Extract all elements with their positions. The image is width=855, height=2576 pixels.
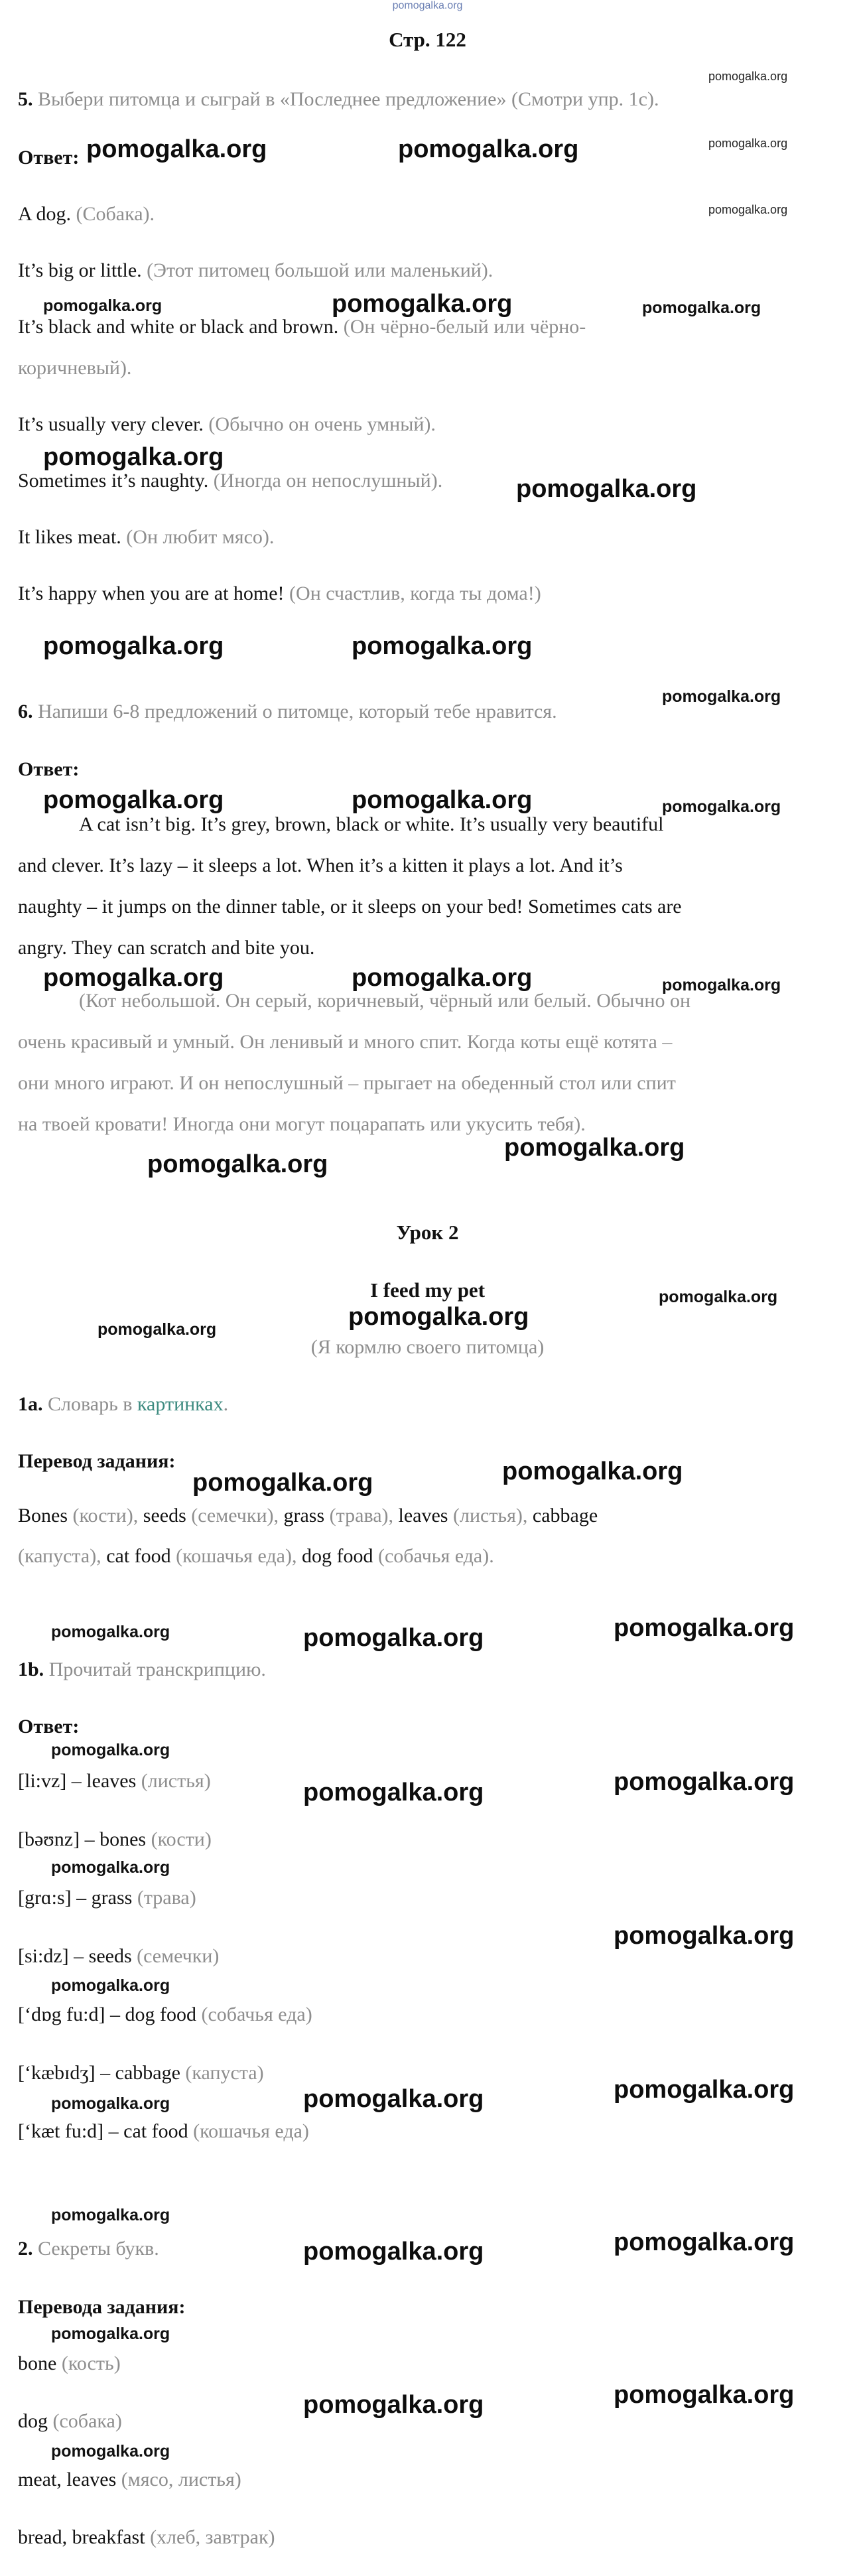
task2-prompt: 2. Секреты букв. (18, 2238, 159, 2260)
watermark: pomogalka.org (614, 2076, 795, 2104)
transcription-line: [‘dɒg fu:d] – dog food (собачья еда) (18, 2003, 312, 2025)
task5-line: It’s usually very clever. (Обычно он очень умный). (18, 413, 436, 435)
watermark: pomogalka.org (614, 2228, 795, 2256)
watermark: pomogalka.org (642, 299, 761, 317)
task6-prompt (18, 699, 557, 725)
task5-line: A dog. (Собака). (18, 203, 155, 225)
watermark: pomogalka.org (43, 297, 163, 315)
task6-text: Напиши 6-8 предложений о питомце, который тебе нравится. (38, 701, 557, 722)
watermark: pomogalka.org (51, 1976, 170, 1995)
letter-secret-line: bone (кость) (18, 2352, 121, 2374)
watermark: pomogalka.org (98, 1320, 217, 1339)
watermark: pomogalka.org (502, 1457, 683, 1485)
page-header: Стр. 122 (389, 28, 466, 51)
task5-line: It likes meat. (Он любит мясо). (18, 526, 275, 548)
transcription-line: [bəʊnz] – bones (кости) (18, 1828, 212, 1850)
watermark: pomogalka.org (147, 1150, 328, 1178)
watermark: pomogalka.org (332, 290, 513, 318)
task1a-number: 1a. (18, 1393, 43, 1415)
watermark: pomogalka.org (708, 137, 788, 150)
watermark: pomogalka.org (662, 797, 781, 816)
watermark: pomogalka.org (398, 135, 579, 163)
watermark: pomogalka.org (303, 1779, 484, 1806)
watermark: pomogalka.org (352, 632, 533, 660)
task5-text: Выбери питомца и сыграй в «Последнее предложение» (Смотри упр. 1с). (38, 88, 659, 110)
watermark: pomogalka.org (708, 70, 788, 83)
letter-secret-line: bread, breakfast (хлеб, завтрак) (18, 2526, 275, 2548)
watermark: pomogalka.org (43, 443, 224, 471)
watermark: pomogalka.org (708, 203, 788, 216)
watermark: pomogalka.org (51, 1741, 170, 1759)
watermark: pomogalka.org (43, 632, 224, 660)
lesson-subtitle-ru: (Я кормлю своего питомца) (310, 1336, 545, 1358)
watermark: pomogalka.org (662, 976, 781, 994)
watermark: pomogalka.org (614, 1614, 795, 1642)
watermark: pomogalka.org (51, 2206, 170, 2224)
task1a-translation-label: Перевод задания: (18, 1450, 176, 1472)
task1a-prompt: 1a. Словарь в картинках. (18, 1393, 229, 1415)
watermark: pomogalka.org (662, 687, 781, 706)
watermark: pomogalka.org (516, 475, 697, 503)
watermark: pomogalka.org (51, 2094, 170, 2113)
watermark: pomogalka.org (303, 2391, 484, 2419)
watermark: pomogalka.org (348, 1303, 529, 1331)
transcription-line: [si:dz] – seeds (семечки) (18, 1945, 220, 1967)
task5-line: It’s black and white or black and brown. (Он чёрно-белый или чёрно- (18, 316, 586, 338)
task1b-prompt: 1b. Прочитай транскрипцию. (18, 1659, 266, 1680)
task6-answer-en: A cat isn’t big. It’s grey, brown, black or white. It’s usually very beautiful and clever. It’s lazy – it sleeps a lot. When it’s a kitten it plays a lot. And it’s naughty – it jumps on the dinner table, or it sleeps on your bed! Sometimes cats are angry. They can scratch and bite you. (18, 813, 682, 959)
task6-answer-label: Ответ: (18, 758, 80, 780)
task6-answer-ru: (Кот небольшой. Он серый, коричневый, чёрный или белый. Обычно он очень красивый и умный. Он ленивый и много спит. Когда коты ещё котята – они много играют. И он непослушный – прыгает на обеденный стол или спит на твоей кровати! Иногда они могут поцарапать или укусить тебя). (18, 990, 691, 1135)
lesson-subtitle: I feed my pet (369, 1278, 486, 1302)
task1a-words-line2: (капуста), cat food (кошачья еда), dog food (собачья еда). (18, 1545, 494, 1567)
task6-number: 6. (18, 701, 33, 722)
watermark: pomogalka.org (86, 135, 267, 163)
task1b-number: 1b. (18, 1659, 44, 1680)
task5-line: It’s happy when you are at home! (Он счастлив, когда ты дома!) (18, 582, 541, 604)
task2-translation-label: Перевода задания: (18, 2296, 186, 2318)
transcription-line: [‘kæt fu:d] – cat food (кошачья еда) (18, 2120, 309, 2142)
task1a-words-line1: Bones (кости), seeds (семечки), grass (трава), leaves (листья), cabbage (18, 1505, 598, 1526)
watermark: pomogalka.org (352, 786, 533, 814)
watermark: pomogalka.org (504, 1134, 685, 1162)
lesson-title: Урок 2 (396, 1221, 459, 1244)
watermark: pomogalka.org (192, 1469, 373, 1497)
task5-prompt (18, 86, 659, 113)
task5-answer-label: Ответ: (18, 147, 80, 169)
watermark: pomogalka.org (43, 786, 224, 814)
watermark: pomogalka.org (614, 1922, 795, 1950)
letter-secret-line: meat, leaves (мясо, листья) (18, 2469, 241, 2490)
task1a-link: картинках (137, 1393, 224, 1415)
watermark: pomogalka.org (614, 2381, 795, 2409)
watermark: pomogalka.org (614, 1768, 795, 1796)
task5-line: коричневый). (18, 357, 132, 379)
transcription-line: [grɑ:s] – grass (трава) (18, 1887, 196, 1909)
watermark: pomogalka.org (303, 2238, 484, 2266)
task5-line: Sometimes it’s naughty. (Иногда он непослушный). (18, 470, 443, 492)
watermark: pomogalka.org (51, 1858, 170, 1877)
watermark: pomogalka.org (51, 2442, 170, 2461)
watermark: pomogalka.org (43, 964, 224, 992)
watermark: pomogalka.org (303, 2085, 484, 2113)
top-watermark: pomogalka.org (392, 0, 463, 11)
transcription-line: [‘kæbɪdʒ] – cabbage (капуста) (18, 2062, 264, 2084)
task2-number: 2. (18, 2238, 33, 2260)
task5-number: 5. (18, 88, 33, 110)
transcription-line: [li:vz] – leaves (листья) (18, 1770, 211, 1792)
watermark: pomogalka.org (659, 1288, 778, 1306)
letter-secret-line: dog (собака) (18, 2410, 122, 2432)
watermark: pomogalka.org (51, 1623, 170, 1641)
watermark: pomogalka.org (352, 964, 533, 992)
task1b-answer-label: Ответ: (18, 1716, 80, 1737)
watermark: pomogalka.org (303, 1624, 484, 1652)
task5-line: It’s big or little. (Этот питомец большой или маленький). (18, 259, 493, 281)
watermark: pomogalka.org (51, 2325, 170, 2343)
